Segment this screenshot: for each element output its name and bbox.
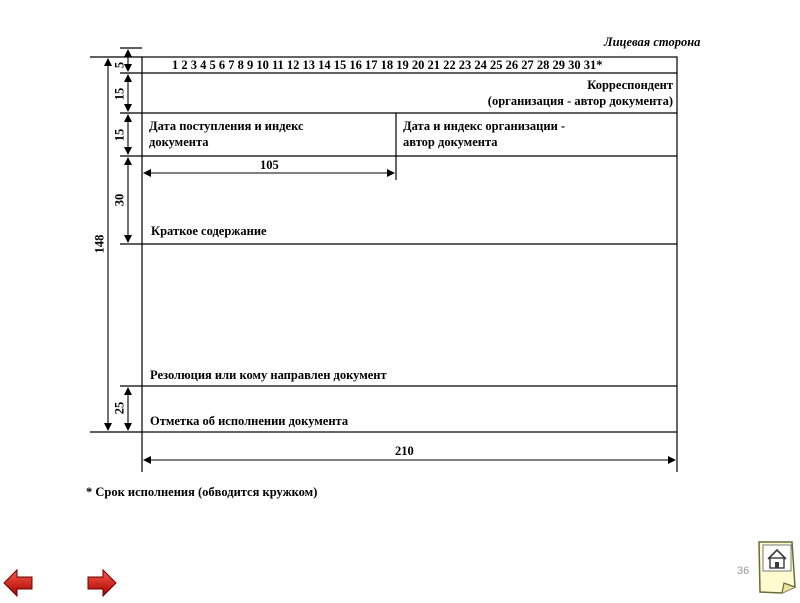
arrow-left-icon <box>2 568 34 598</box>
arrow-right-icon <box>86 568 118 598</box>
received-label-line1: Дата поступления и индекс <box>149 119 304 133</box>
side-label: Лицевая сторона <box>604 35 701 49</box>
execution-label: Отметка об исполнении документа <box>150 414 349 428</box>
org-label-line2: автор документа <box>403 135 498 149</box>
footnote: * Срок исполнения (обводится кружком) <box>86 485 318 499</box>
dim-label-30: 30 <box>112 193 127 207</box>
home-button[interactable] <box>756 539 798 595</box>
dim-label-25: 25 <box>112 401 127 415</box>
dates-row: 1 2 3 4 5 6 7 8 9 10 11 12 13 14 15 16 17 18 19 20 21 22 23 24 25 26 27 28 29 30 31* <box>172 58 603 72</box>
dim-label-15a: 15 <box>112 87 127 101</box>
summary-label: Краткое содержание <box>151 224 267 238</box>
back-button[interactable] <box>2 568 34 598</box>
dim-label-105: 105 <box>260 158 279 172</box>
correspondent-sublabel: (организация - автор документа) <box>487 94 673 108</box>
home-icon <box>756 539 798 595</box>
dim-label-148: 148 <box>92 234 107 254</box>
resolution-label: Резолюция или кому направлен документ <box>150 368 387 382</box>
dim-label-5: 5 <box>112 61 127 69</box>
dim-label-15b: 15 <box>112 128 127 142</box>
org-label-line1: Дата и индекс организации - <box>403 119 566 133</box>
dim-label-210: 210 <box>395 444 414 458</box>
received-label-line2: документа <box>149 135 209 149</box>
page-number: 36 <box>737 565 750 577</box>
forward-button[interactable] <box>86 568 118 598</box>
correspondent-label: Корреспондент <box>587 78 673 92</box>
